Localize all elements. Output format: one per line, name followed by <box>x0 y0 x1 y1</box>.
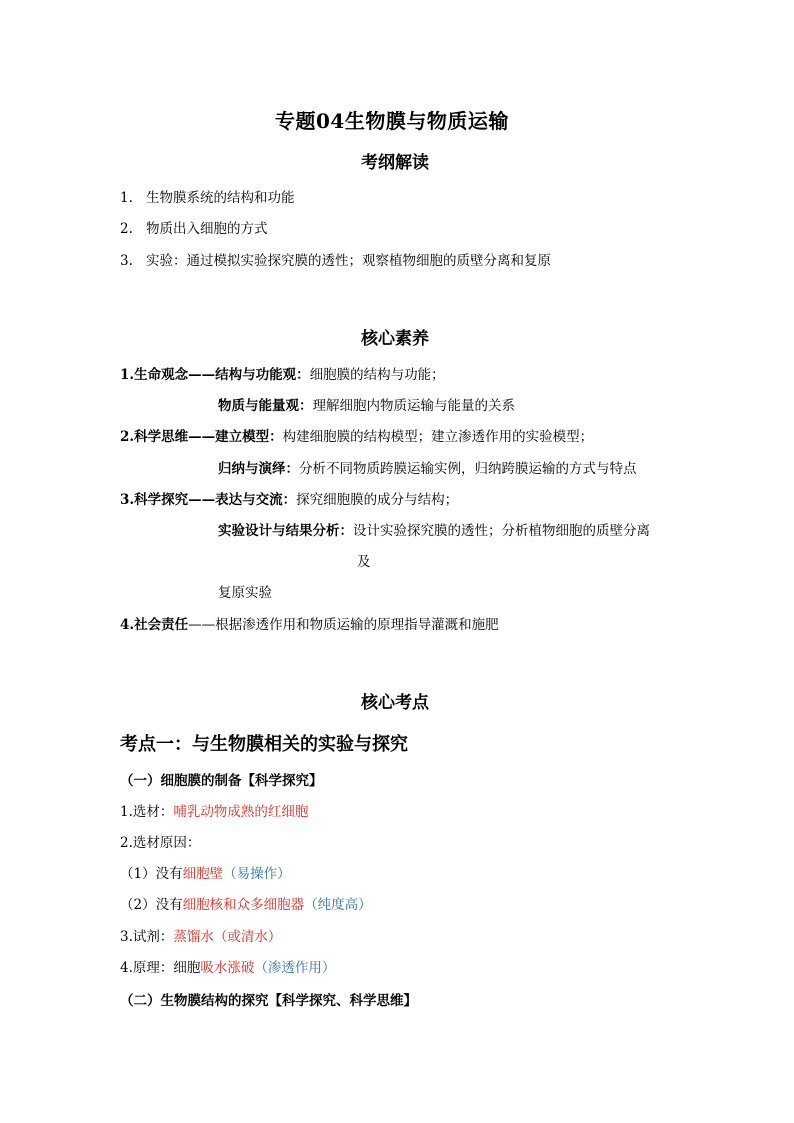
highlight-red: 哺乳动物成熟的红细胞 <box>173 804 309 820</box>
highlight-red: 吸水涨破 <box>200 960 255 976</box>
suyang-text: 细胞膜的结构与功能； <box>309 367 445 383</box>
suyang-line-6 <box>218 519 650 539</box>
section-heading-suyang: 核心素养 <box>361 329 429 349</box>
suyang-label: 3.科学探究——表达与交流： <box>120 492 297 508</box>
suyang-label: 2.科学思维——建立模型： <box>120 429 283 445</box>
suyang-label: 4.社会责任 <box>120 617 189 633</box>
line-text: （2）没有 <box>120 897 183 913</box>
content-line-3 <box>120 862 291 882</box>
content-line-4 <box>120 893 372 913</box>
point-heading: 考点一：与生物膜相关的实验与探究 <box>120 734 408 755</box>
highlight-blue: （渗透作用） <box>254 960 336 976</box>
line-text: 3.试剂： <box>120 929 174 945</box>
list-item-text: 物质出入细胞的方式 <box>146 221 268 237</box>
subsection-heading-1: （一）细胞膜的制备【科学探究】 <box>120 773 323 789</box>
highlight-red: 蒸馏水（或清水） <box>173 929 282 945</box>
highlight-red: 细胞壁 <box>182 866 224 882</box>
content-line-2: 2.选材原因： <box>120 835 201 851</box>
suyang-label: 归纳与演绎： <box>218 461 299 477</box>
suyang-line-3 <box>120 425 593 445</box>
suyang-label: 1.生命观念——结构与功能观： <box>120 367 310 383</box>
suyang-line-8: 复原实验 <box>218 585 272 601</box>
suyang-line-5 <box>120 488 458 508</box>
suyang-line-1 <box>120 363 445 383</box>
section-heading-kaodian: 核心考点 <box>361 693 429 713</box>
list-item-number: 1. <box>120 190 133 206</box>
suyang-text: ——根据渗透作用和物质运输的原理指导灌溉和施肥 <box>188 617 499 633</box>
suyang-label: 物质与能量观： <box>218 398 313 414</box>
suyang-text: 构建细胞膜的结构模型；建立渗透作用的实验模型； <box>282 429 594 445</box>
content-line-6 <box>120 956 335 976</box>
list-item <box>120 186 295 206</box>
suyang-text: 理解细胞内物质运输与能量的关系 <box>312 398 515 414</box>
content-line-1 <box>120 800 308 820</box>
list-item-text: 实验：通过模拟实验探究膜的透性；观察植物细胞的质壁分离和复原 <box>146 253 551 269</box>
highlight-red: 细胞核和众多细胞器 <box>182 897 305 913</box>
section-heading-kaogang: 考纲解读 <box>361 153 429 173</box>
line-text: 1.选材： <box>120 804 174 820</box>
highlight-blue: （纯度高） <box>304 897 372 913</box>
suyang-line-2 <box>218 394 515 414</box>
suyang-line-7: 及 <box>357 554 371 570</box>
highlight-blue: （易操作） <box>223 866 291 882</box>
suyang-line-4 <box>218 457 637 477</box>
suyang-label: 实验设计与结果分析： <box>218 523 353 539</box>
line-text: （1）没有 <box>120 866 183 882</box>
suyang-text: 探究细胞膜的成分与结构； <box>296 492 459 508</box>
list-item <box>120 217 268 237</box>
suyang-line-9 <box>120 613 499 633</box>
suyang-text: 分析不同物质跨膜运输实例，归纳跨膜运输的方式与特点 <box>299 461 637 477</box>
content-line-5 <box>120 925 281 945</box>
line-text: 4.原理：细胞 <box>120 960 201 976</box>
list-item <box>120 249 551 269</box>
suyang-text: 设计实验探究膜的透性；分析植物细胞的质壁分离 <box>353 523 650 539</box>
list-item-number: 3. <box>120 253 133 269</box>
list-item-number: 2. <box>120 221 133 237</box>
subsection-heading-2: （二）生物膜结构的探究【科学探究、科学思维】 <box>120 993 417 1009</box>
list-item-text: 生物膜系统的结构和功能 <box>146 190 295 206</box>
document-title: 专题04生物膜与物质运输 <box>275 109 509 133</box>
